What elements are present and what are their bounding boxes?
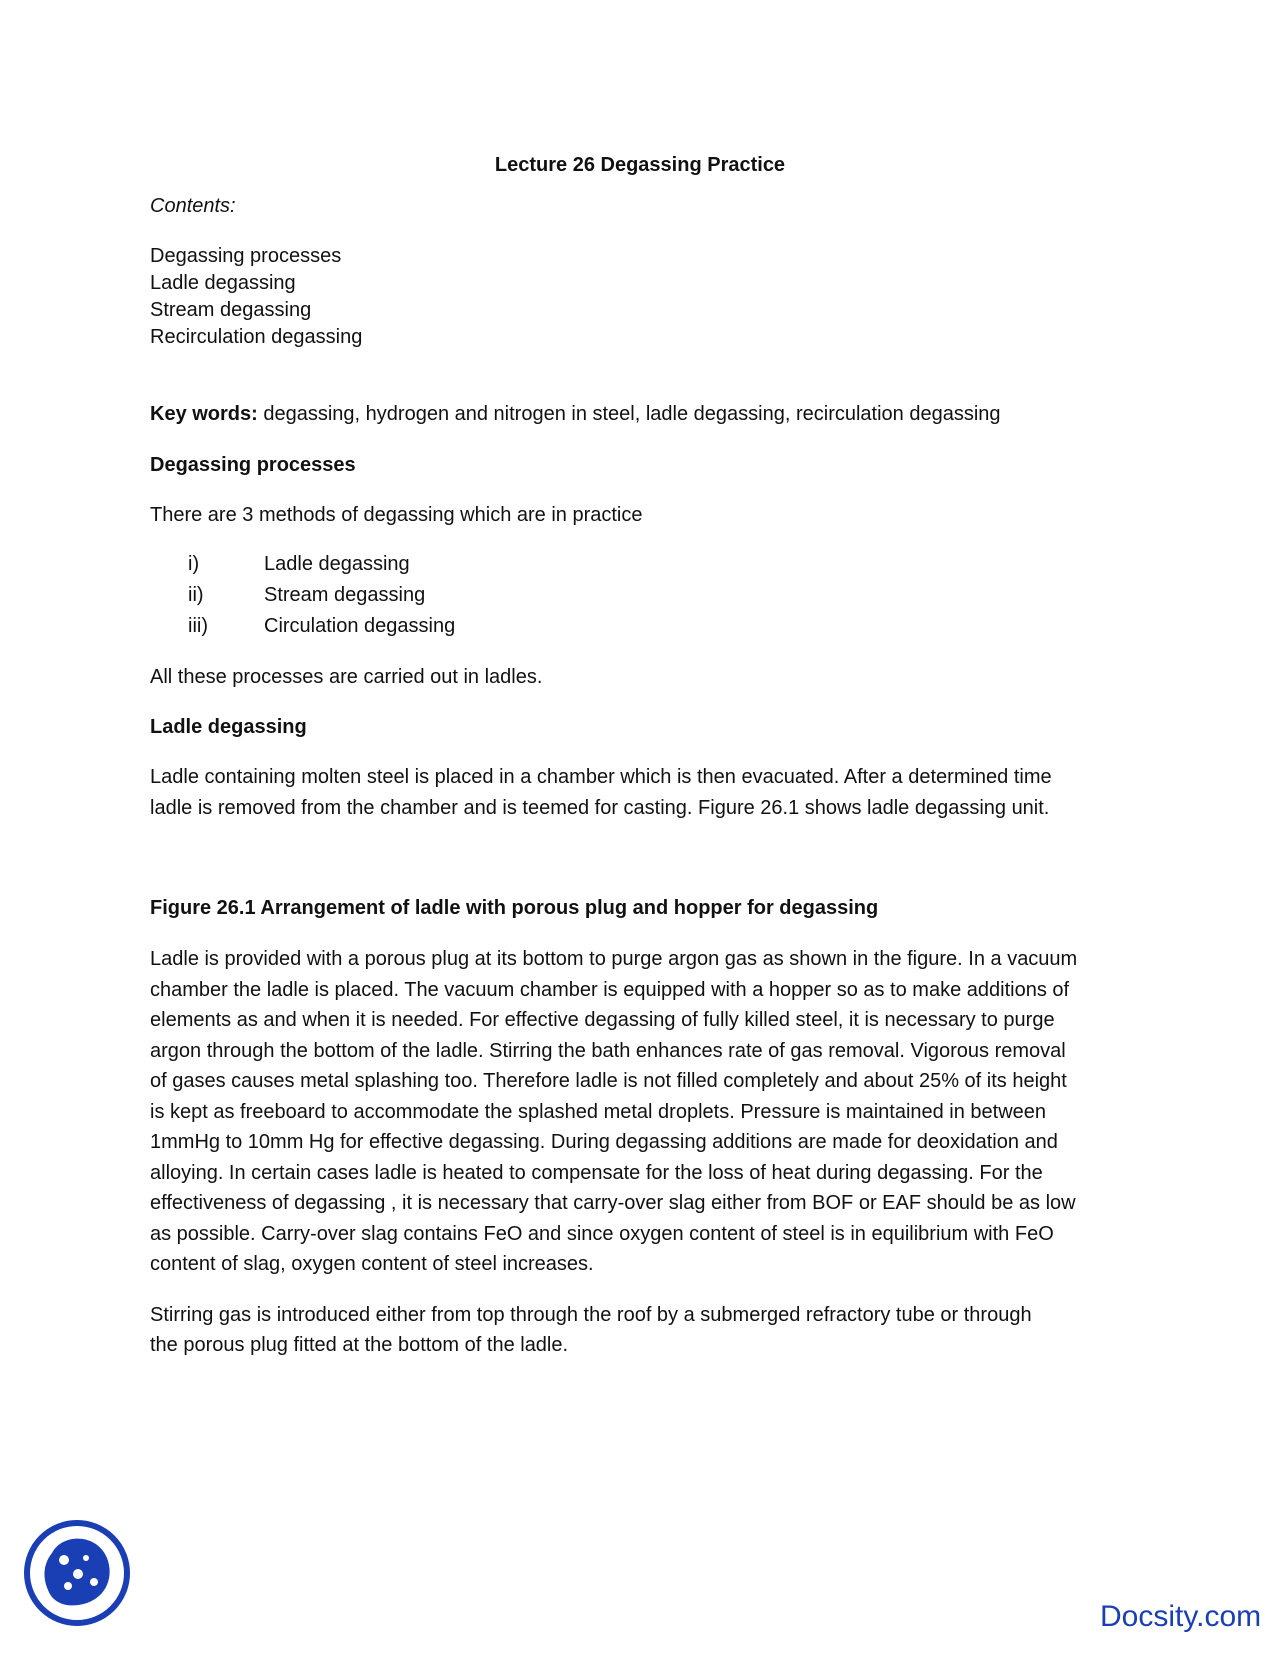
paragraph-line: chamber the ladle is placed. The vacuum chamber is equipped with a hopper so as to make additions of (150, 979, 1070, 1001)
page-title: Lecture 26 Degassing Practice (494, 154, 786, 176)
paragraph-line: Ladle containing molten steel is placed in a chamber which is then evacuated. After a determined time (150, 766, 1052, 788)
method-number: iii) (188, 615, 208, 637)
contents-item: Recirculation degassing (150, 326, 363, 348)
contents-item: Stream degassing (150, 299, 312, 321)
method-number: i) (188, 553, 200, 575)
section-heading-ladle-degassing: Ladle degassing (150, 716, 307, 738)
paragraph-line: 1mmHg to 10mm Hg for effective degassing. During degassing additions are made for deoxidation and (150, 1131, 1058, 1153)
keywords-label: Key words: (150, 403, 258, 425)
contents-item: Degassing processes (150, 245, 342, 267)
paragraph-line: elements as and when it is needed. For effective degassing of fully killed steel, it is necessary to purge (150, 1009, 1055, 1031)
keywords-line (150, 398, 1001, 430)
paragraph-line: content of slag, oxygen content of steel increases. (150, 1253, 594, 1275)
method-text: Ladle degassing (264, 553, 410, 575)
paragraph-line: effectiveness of degassing , it is necessary that carry-over slag either from BOF or EAF should be as low (150, 1192, 1076, 1214)
figure-caption: Figure 26.1 Arrangement of ladle with porous plug and hopper for degassing (150, 897, 879, 919)
contents-item: Ladle degassing (150, 272, 296, 294)
paragraph-line: Stirring gas is introduced either from top through the roof by a submerged refractory tube or through (150, 1304, 1032, 1326)
method-number: ii) (188, 584, 204, 606)
paragraph-line: the porous plug fitted at the bottom of the ladle. (150, 1334, 569, 1356)
paragraph-line: as possible. Carry-over slag contains FeO and since oxygen content of steel is in equilibrium with FeO (150, 1223, 1054, 1245)
keywords-text: degassing, hydrogen and nitrogen in steel, ladle degassing, recirculation degassing (257, 403, 1001, 425)
paragraph-line: ladle is removed from the chamber and is teemed for casting. Figure 26.1 shows ladle degassing unit. (150, 797, 1050, 819)
paragraph-line: argon through the bottom of the ladle. Stirring the bath enhances rate of gas removal. Vigorous removal (150, 1040, 1066, 1062)
section-outro: All these processes are carried out in ladles. (150, 666, 543, 688)
contents-label: Contents: (150, 195, 236, 217)
brand-link[interactable]: Docsity.com (1100, 1600, 1262, 1633)
paragraph-line: alloying. In certain cases ladle is heated to compensate for the loss of heat during degassing. For the (150, 1162, 1043, 1184)
section-heading-degassing-processes: Degassing processes (150, 454, 356, 476)
docsity-logo-icon[interactable] (22, 1518, 132, 1628)
method-text: Circulation degassing (264, 615, 456, 637)
paragraph-line: Ladle is provided with a porous plug at its bottom to purge argon gas as shown in the figure. In a vacuum (150, 948, 1078, 970)
section-intro: There are 3 methods of degassing which are in practice (150, 504, 643, 526)
method-text: Stream degassing (264, 584, 426, 606)
paragraph-line: of gases causes metal splashing too. Therefore ladle is not filled completely and about 25% of its height (150, 1070, 1067, 1092)
docsity-logo-graphic (22, 1518, 132, 1628)
paragraph-line: is kept as freeboard to accommodate the splashed metal droplets. Pressure is maintained in between (150, 1101, 1047, 1123)
